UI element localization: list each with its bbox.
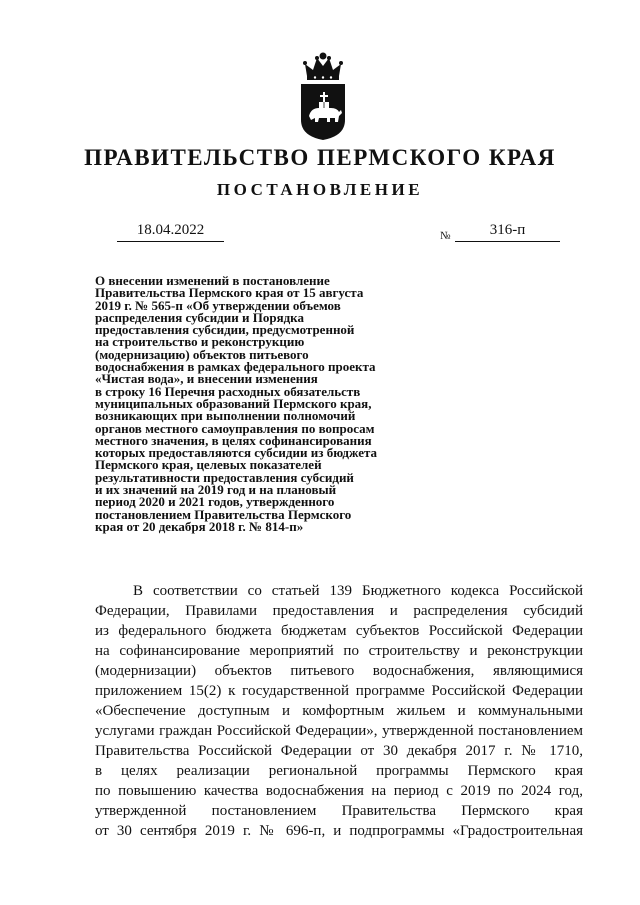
subject-line: (модернизацию) объектов питьевого <box>95 346 309 362</box>
subject-line: распределения субсидии и Порядка <box>95 309 304 325</box>
subject-line: «Чистая вода», и внесении изменения <box>95 371 318 387</box>
subject-line: результативности предоставления субсидий <box>95 469 354 485</box>
body-line: «Обеспечение доступным и комфортным жильем и коммунальными <box>95 703 583 719</box>
body-line: в целях реализации региональной программы Пермского края <box>95 763 583 779</box>
subject-line: и их значений на 2019 год и на плановый <box>95 482 337 498</box>
subject-line: 2019 г. № 565-п «Об утверждении объемов <box>95 297 341 313</box>
body-line: по повышению качества водоснабжения на период с 2019 по 2024 год, <box>95 783 583 799</box>
body-line: В соответствии со статьей 139 Бюджетного кодекса Российской <box>133 583 583 599</box>
subject-line: возникающих при выполнении полномочий <box>95 408 356 424</box>
subject-line: водоснабжения в рамках федерального проекта <box>95 359 376 375</box>
body-paragraph <box>95 581 583 841</box>
body-line: Правительства Российской Федерации от 30 декабря 2017 г. № 1710, <box>95 743 583 759</box>
subject-line: Пермского края, целевых показателей <box>95 457 322 473</box>
document-type: ПОСТАНОВЛЕНИЕ <box>216 180 424 199</box>
subject-line: местного значения, в целях софинансирования <box>95 432 372 448</box>
subject-line: в строку 16 Перечня расходных обязательств <box>95 383 361 399</box>
government-title: ПРАВИТЕЛЬСТВО ПЕРМСКОГО КРАЯ <box>84 145 556 170</box>
subject-line: предоставления субсидии, предусмотренной <box>95 322 355 338</box>
document-number: 316-п <box>455 222 560 242</box>
subject-line: постановлением Правительства Пермского <box>95 506 352 522</box>
subject-line: муниципальных образований Пермского края, <box>95 395 372 411</box>
subject-line: края от 20 декабря 2018 г. № 814-п» <box>95 518 304 534</box>
body-line: (модернизации) объектов питьевого водоснабжения, являющимися <box>95 663 583 679</box>
body-line: на софинансирование мероприятий по строительству и реконструкции <box>95 643 583 659</box>
body-line: приложением 15(2) к государственной программе Российской Федерации <box>95 683 583 699</box>
number-label: № <box>440 230 451 242</box>
body-line: из федерального бюджета бюджетам субъектов Российской Федерации <box>95 623 583 639</box>
body-line: от 30 сентября 2019 г. № 696-п, и подпрограммы «Градостроительная <box>95 823 583 839</box>
subject-line: О внесении изменений в постановление <box>95 273 330 288</box>
body-line: Федерации, Правилами предоставления и распределения субсидий <box>95 603 583 619</box>
document-subject <box>95 275 455 533</box>
document-date: 18.04.2022 <box>117 222 224 242</box>
body-line: услугами граждан Российской Федерации», утвержденной постановлением <box>95 723 583 739</box>
subject-line: которых предоставляются субсидии из бюджета <box>95 445 378 461</box>
subject-line: органов местного самоуправления по вопросам <box>95 420 375 436</box>
body-line: утвержденной постановлением Правительства Пермского края <box>95 803 583 819</box>
subject-line: период 2020 и 2021 годов, утвержденного <box>95 494 335 510</box>
subject-line: на строительство и реконструкцию <box>95 334 305 350</box>
subject-line: Правительства Пермского края от 15 августа <box>95 285 364 301</box>
coat-of-arms-icon <box>297 50 349 142</box>
